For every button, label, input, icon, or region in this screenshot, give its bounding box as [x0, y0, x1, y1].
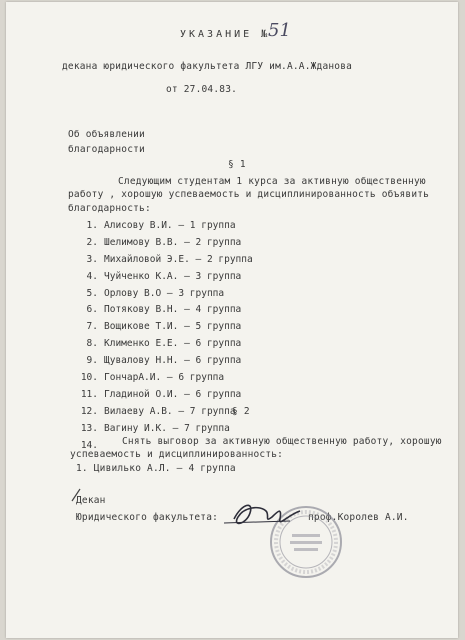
item-text: Вилаеву А.В. – 7 группа: [104, 405, 236, 417]
list-item: [78, 271, 253, 288]
item-number: 8.: [86, 338, 98, 350]
item-text: Михайловой Э.Е. – 2 группа: [104, 253, 253, 265]
item-number: 10.: [80, 372, 98, 384]
issuer-line: декана юридического факультета ЛГУ им.А.А.Жданова: [62, 61, 353, 72]
item-number: 13.: [80, 422, 98, 434]
item-text: Шелимову В.В. – 2 группа: [104, 236, 242, 248]
document-page: [6, 2, 458, 638]
section-1-heading: § 1: [228, 159, 246, 170]
item-number: 1.: [86, 220, 98, 231]
list-item: [78, 237, 253, 254]
section-2-heading: § 2: [232, 406, 250, 417]
student-list: [78, 220, 253, 456]
item-text: Алисову В.И. – 1 группа: [104, 220, 236, 231]
document-title: УКАЗАНИЕ №: [180, 29, 271, 40]
list-item: [78, 338, 253, 355]
item-text: Щувалову Н.Н. – 6 группа: [104, 355, 242, 367]
list-item: [78, 304, 253, 321]
item-number: 12.: [80, 405, 98, 417]
signatory-role-1: Декан: [76, 495, 106, 506]
list-item: [78, 406, 253, 423]
subject-line-2: благодарности: [68, 144, 145, 155]
item-number: 6.: [86, 304, 98, 316]
list-item: [78, 355, 253, 372]
item-text: Вощикове Т.И. – 5 группа: [104, 321, 242, 333]
item-number: 9.: [86, 355, 98, 367]
item-number: 11.: [80, 388, 98, 400]
item-text: Гладиной О.И. – 6 группа: [104, 388, 242, 400]
handwritten-signature-icon: [220, 497, 312, 537]
section-2-text-2: успеваемость и дисциплинированность:: [70, 449, 284, 460]
section-1-text-3: благодарность:: [68, 203, 151, 214]
item-text: Орлову В.О – 3 группа: [104, 287, 225, 299]
item-text: Потякову В.Н. – 4 группа: [104, 304, 242, 316]
document-date: от 27.04.83.: [166, 84, 238, 95]
item-text: Чуйченко К.А. – 3 группа: [104, 270, 242, 282]
section-1-text-2: работу , хорошую успеваемость и дисциплинированность объявить: [68, 189, 430, 200]
item-number: 2.: [86, 236, 98, 248]
list-item: [78, 389, 253, 406]
section-2-item: 1. Цивилько А.Л. – 4 группа: [76, 463, 236, 474]
list-item: [78, 321, 253, 338]
list-item: [78, 220, 253, 237]
signatory-name: проф.Королев А.И.: [308, 512, 409, 523]
item-number: 5.: [86, 287, 98, 299]
item-number: 4.: [86, 270, 98, 282]
item-text: ГончарА.И. – 6 группа: [104, 372, 225, 384]
signatory-role-2: Юридического факультета:: [76, 512, 219, 523]
item-text: Клименко Е.Е. – 6 группа: [104, 338, 242, 350]
document-number: 51: [268, 20, 291, 41]
list-item: [78, 372, 253, 389]
item-number: 7.: [86, 321, 98, 333]
item-text: Вагину И.К. – 7 группа: [104, 422, 230, 434]
list-item: [78, 254, 253, 271]
section-2-text-1: Снять выговор за активную общественную работу, хорошую: [122, 436, 442, 447]
item-number: 3.: [86, 253, 98, 265]
subject-line-1: Об объявлении: [68, 129, 145, 140]
list-item: [78, 288, 253, 305]
section-1-text-1: Следующим студентам 1 курса за активную общественную: [118, 176, 426, 187]
item-number: 14.: [80, 439, 98, 451]
